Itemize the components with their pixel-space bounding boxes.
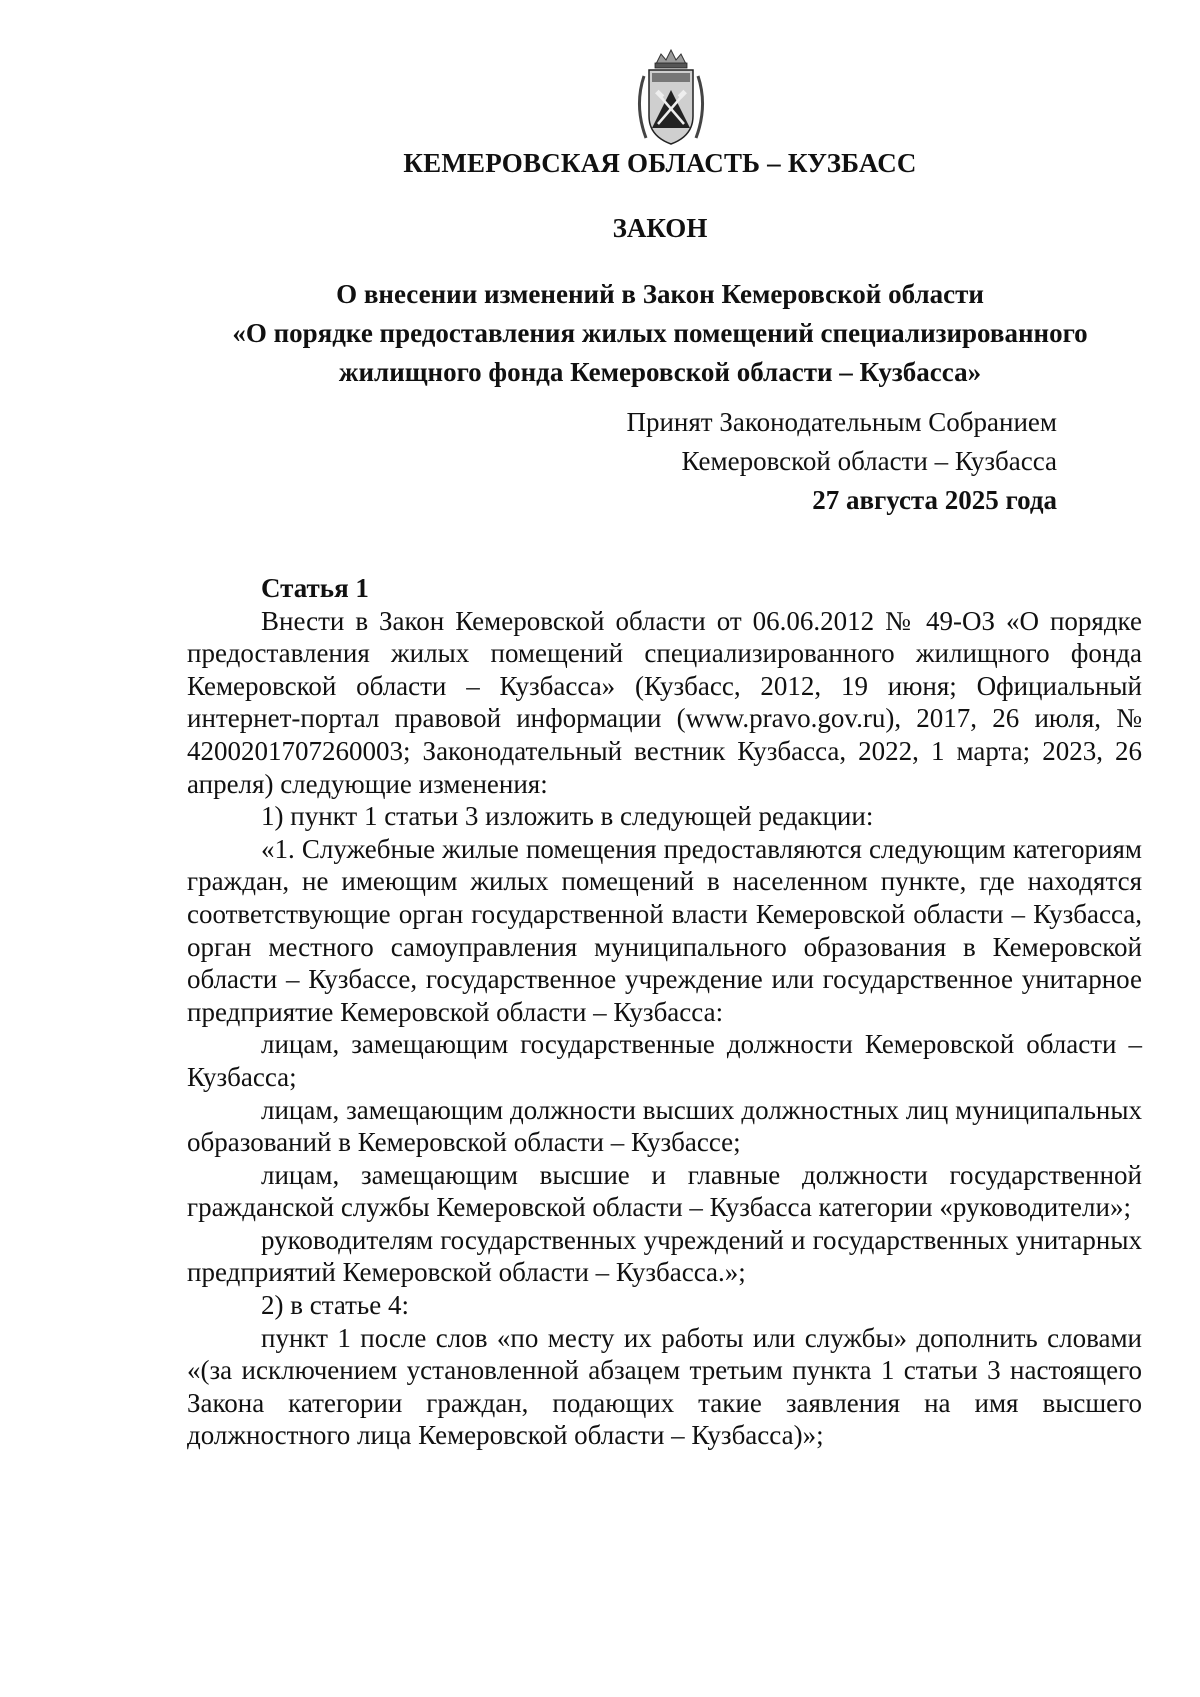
body-paragraph: лицам, замещающим государственные должности Кемеровской области – Кузбасса; [187,1029,1142,1092]
body-paragraph: 1) пункт 1 статьи 3 изложить в следующей редакции: [261,801,874,832]
law-title-line: «О порядке предоставления жилых помещений специализированного [232,318,1088,348]
body-paragraph: лицам, замещающим высшие и главные должности государственной гражданской службы Кемеровской области – Кузбасса категории «руководители»; [187,1159,1142,1223]
law-body [187,572,1142,1452]
law-title-line: О внесении изменений в Закон Кемеровской области [336,279,984,309]
body-paragraph: Внести в Закон Кемеровской области от 06.06.2012 № 49-ОЗ «О порядке предоставления жилых помещений специализированного жилищного фонда Кемеровской области – Кузбасса» (Кузбасс, 2012, 19 июня; Официальный интернет-портал правовой информации (www.pravo.gov.ru), 2017, 26 июля, № 4200201707260003; Законодательный вестник Кузбасса, 2022, 1 марта; 2023, 26 апреля) следующие изменения: [187,605,1142,799]
adoption-line: Принят Законодательным Собранием [626,407,1057,437]
law-title [180,275,1140,392]
region-heading: КЕМЕРОВСКАЯ ОБЛАСТЬ – КУЗБАСС [403,148,917,178]
kemerovo-coat-of-arms-icon [630,46,712,150]
adoption-line: Кемеровской области – Кузбасса [681,446,1057,476]
adoption-block [626,403,1057,520]
body-paragraph: 2) в статье 4: [261,1290,409,1321]
document-type: ЗАКОН [612,213,708,243]
article-heading: Статья 1 [261,573,369,603]
body-paragraph: лицам, замещающим должности высших должностных лиц муниципальных образований в Кемеровской области – Кузбассе; [187,1094,1142,1158]
body-paragraph: руководителям государственных учреждений и государственных унитарных предприятий Кемеровской области – Кузбасса.»; [187,1224,1142,1288]
body-paragraph: пункт 1 после слов «по месту их работы или службы» дополнить словами «(за исключением установленной абзацем третьим пункта 1 статьи 3 настоящего Закона категории граждан, подающих такие заявления на имя высшего должностного лица Кемеровской области – Кузбасса)»; [187,1322,1142,1451]
body-paragraph: «1. Служебные жилые помещения предоставляются следующим категориям граждан, не имеющим жилых помещений в населенном пункте, где находятся соответствующие орган государственной власти Кемеровской области – Кузбасса, орган местного самоуправления муниципального образования в Кемеровской области – Кузбассе, государственное учреждение или государственное унитарное предприятие Кемеровской области – Кузбасса: [187,833,1142,1027]
law-title-line: жилищного фонда Кемеровской области – Кузбасса» [338,357,982,387]
adoption-date: 27 августа 2025 года [812,485,1057,515]
